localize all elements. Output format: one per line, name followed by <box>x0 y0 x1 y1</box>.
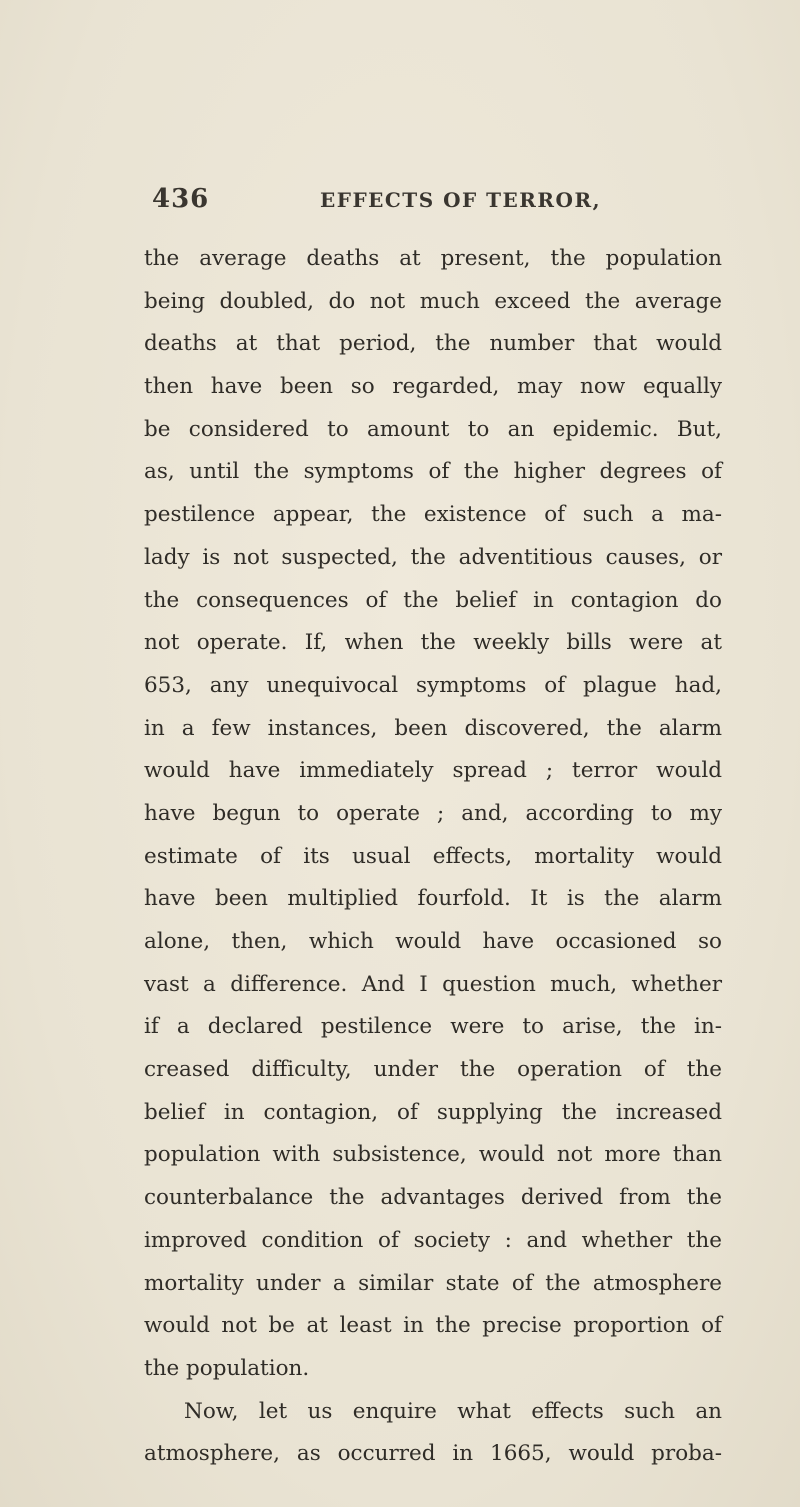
text-line: estimate of its usual effects, mortality would <box>144 843 722 869</box>
text-line: not operate. If, when the weekly bills were at <box>144 630 722 656</box>
running-title: EFFECTS OF TERROR, <box>320 188 602 212</box>
page-number: 436 <box>152 184 210 214</box>
text-line: if a declared pestilence were to arise, the in- <box>144 1014 722 1040</box>
text-line: lady is not suspected, the adventitious causes, or <box>144 544 722 570</box>
text-line: then have been so regarded, may now equally <box>144 374 722 400</box>
text-line: would not be at least in the precise proportion of <box>144 1313 722 1339</box>
text-line: be considered to amount to an epidemic. But, <box>144 416 722 442</box>
paragraph-start-line: Now, let us enquire what effects such an <box>184 1398 722 1424</box>
text-line: vast a difference. And I question much, whether <box>144 971 722 997</box>
text-line: being doubled, do not much exceed the average <box>144 288 722 314</box>
text-line: have been multiplied fourfold. It is the alarm <box>144 886 722 912</box>
text-line: improved condition of society : and whether the <box>144 1227 722 1253</box>
text-line: deaths at that period, the number that would <box>144 331 722 357</box>
text-line: have begun to operate ; and, according to my <box>144 800 722 826</box>
text-line: the consequences of the belief in contagion do <box>144 587 722 613</box>
text-line: belief in contagion, of supplying the increased <box>144 1099 722 1125</box>
text-line: alone, then, which would have occasioned so <box>144 929 722 954</box>
text-line: population with subsistence, would not more than <box>144 1142 722 1168</box>
text-line: 653, any unequivocal symptoms of plague had, <box>144 672 722 698</box>
text-line: as, until the symptoms of the higher degrees of <box>144 459 722 485</box>
text-line: creased difficulty, under the operation of the <box>144 1057 722 1083</box>
text-line: would have immediately spread ; terror would <box>144 758 722 784</box>
text-line: atmosphere, as occurred in 1665, would proba- <box>144 1441 722 1467</box>
text-line: counterbalance the advantages derived from the <box>144 1185 722 1211</box>
running-head <box>152 184 712 224</box>
text-line: the population. <box>144 1355 310 1381</box>
text-line: the average deaths at present, the population <box>144 246 722 271</box>
text-line: in a few instances, been discovered, the alarm <box>144 715 722 741</box>
body-text <box>144 238 722 1476</box>
text-line: mortality under a similar state of the atmosphere <box>144 1270 722 1296</box>
text-line: pestilence appear, the existence of such a ma- <box>144 502 722 528</box>
